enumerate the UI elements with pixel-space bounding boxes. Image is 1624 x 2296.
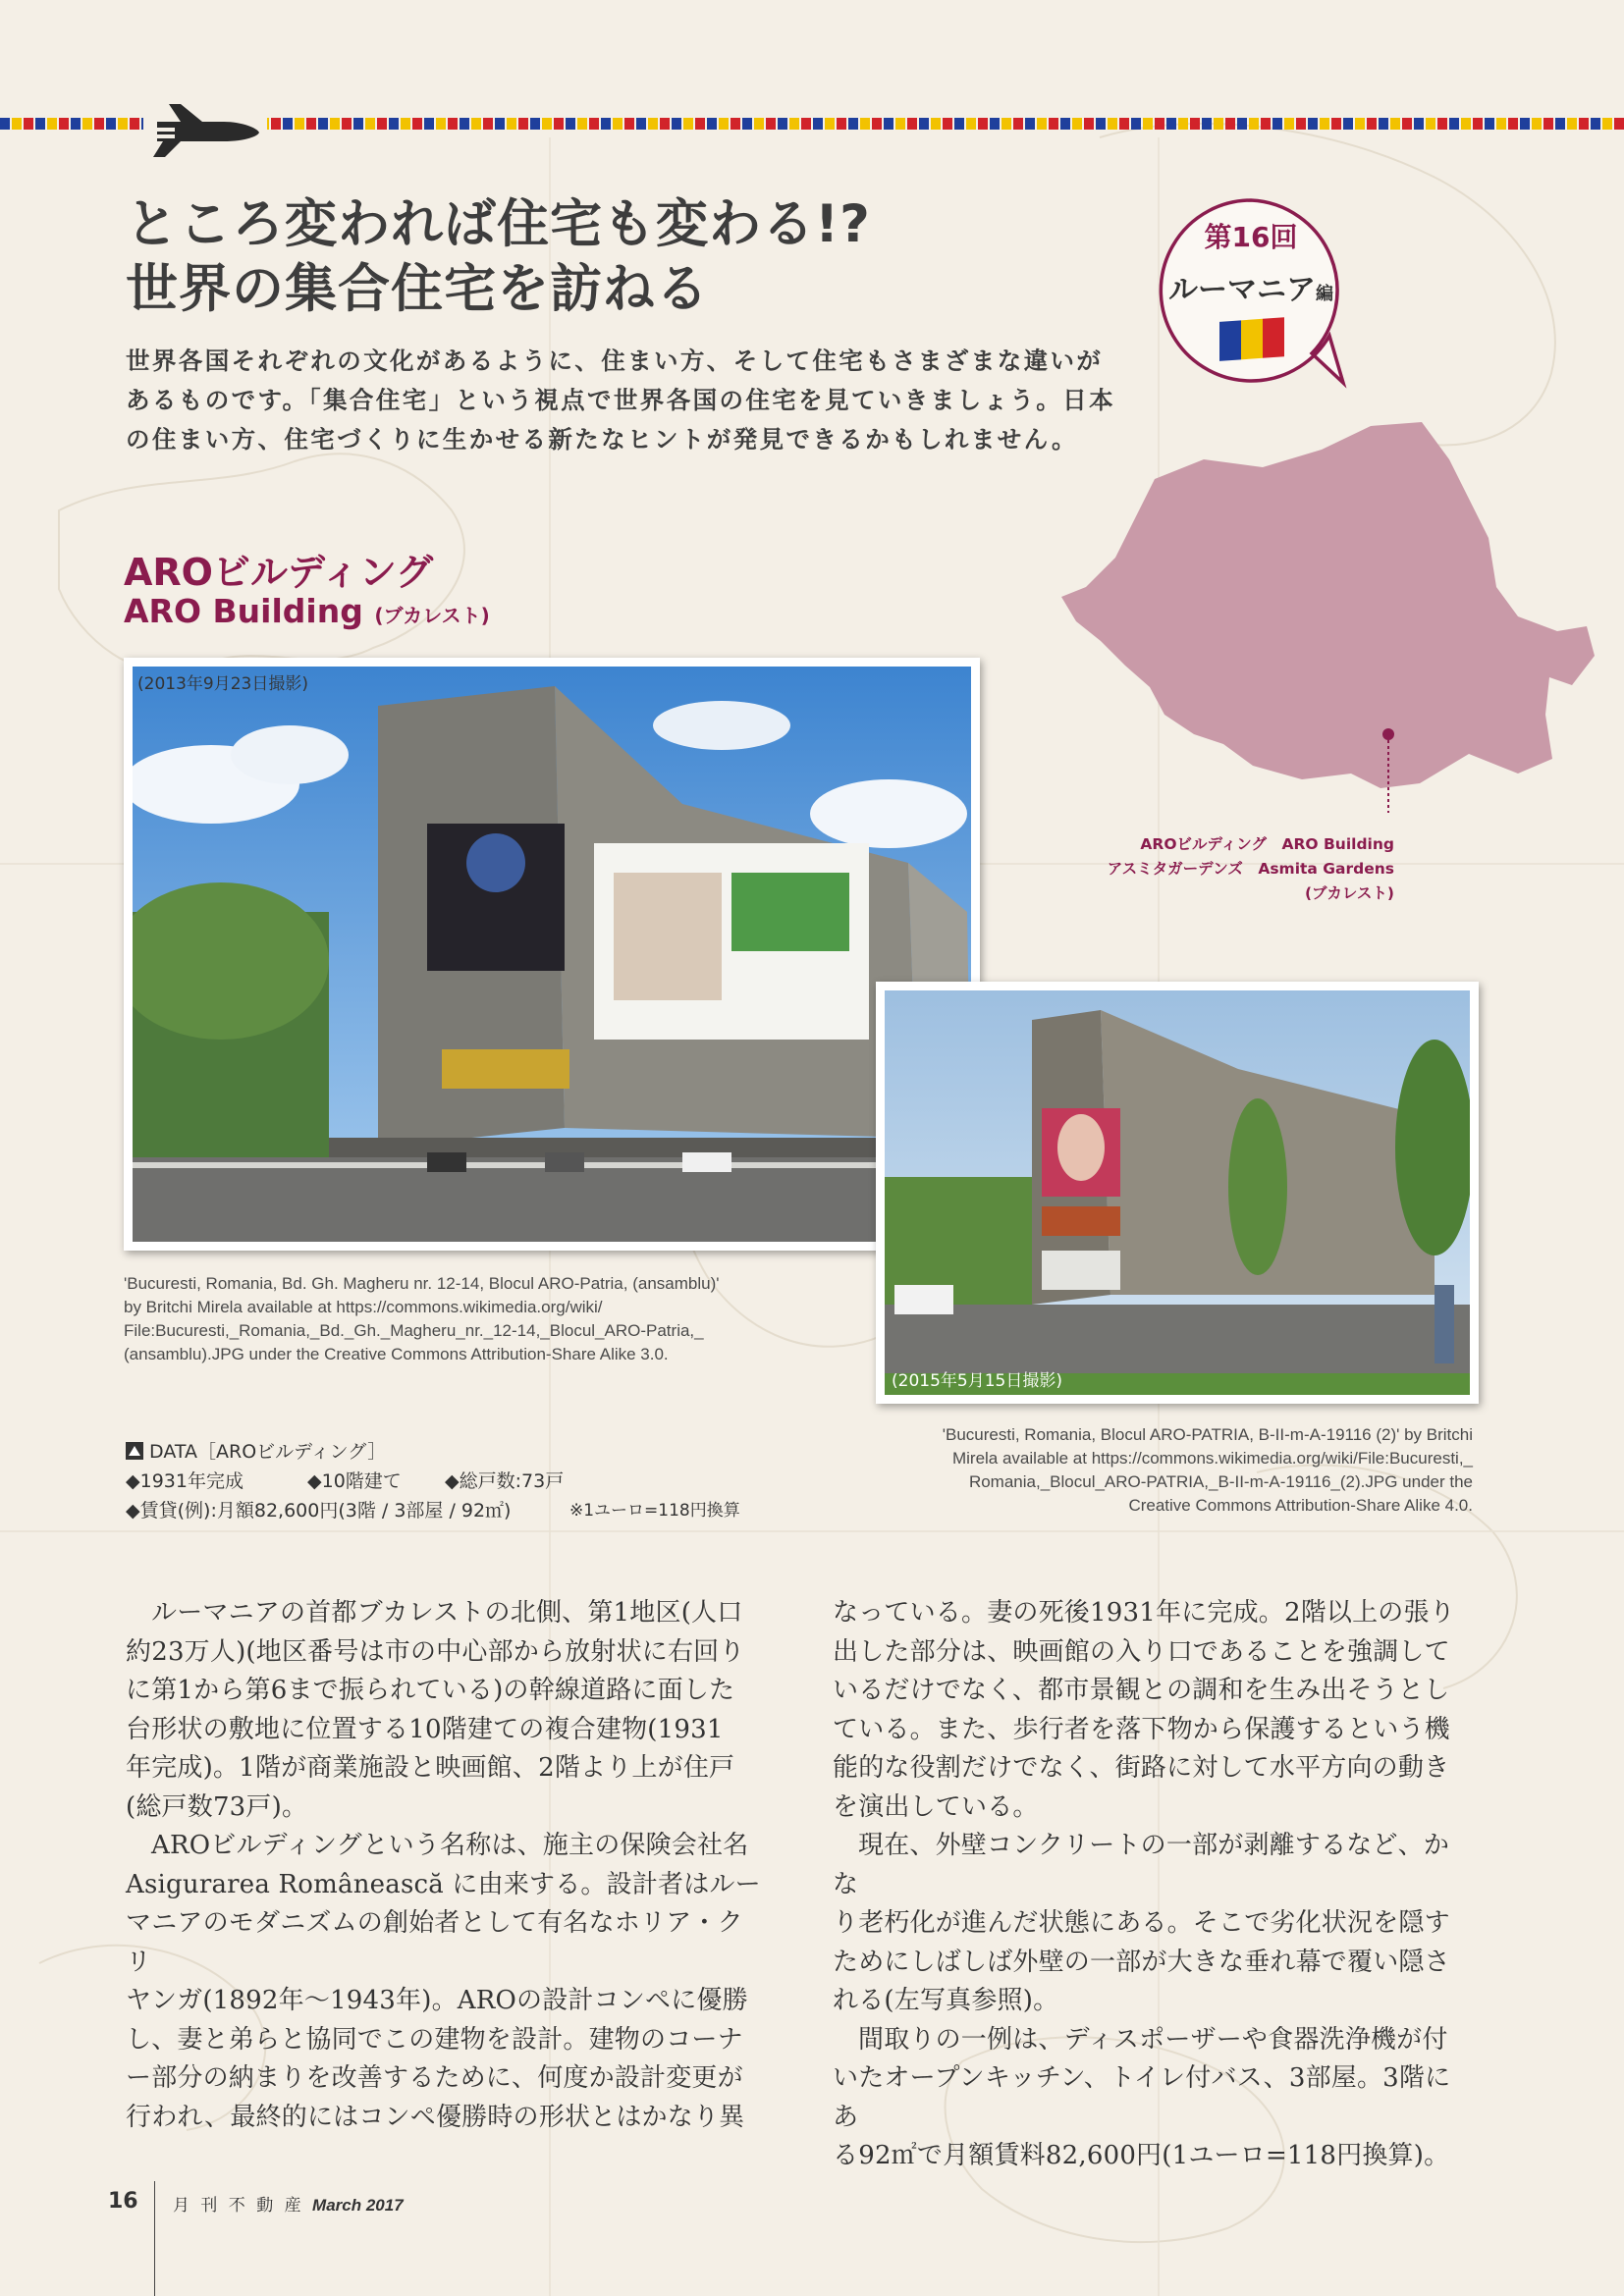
- data-heading-text: DATA［AROビルディング］: [149, 1441, 387, 1463]
- map-label-line: (ブカレスト): [1304, 884, 1394, 902]
- body-line: ルーマニアの首都ブカレストの北側、第1地区(人口: [151, 1598, 743, 1628]
- body-line: 間取りの一例は、ディスポーザーや食器洗浄機が付: [858, 2024, 1448, 2055]
- romania-flag-icon: [1218, 314, 1286, 363]
- caption-line: (ansamblu).JPG under the Creative Commons Attribution-Share Alike 3.0.: [124, 1345, 669, 1363]
- body-line: いるだけでなく、都市景観との調和を生み出そうとし: [833, 1676, 1450, 1705]
- data-item-rent-text: 賃貸(例):月額82,600円(3階 / 3部屋 / 92㎡): [139, 1500, 512, 1522]
- caption-line: 'Bucuresti, Romania, Bd. Gh. Magheru nr. 12-14, Blocul ARO-Patria, (ansamblu)': [124, 1274, 720, 1293]
- body-line: れる(左写真参照)。: [833, 1986, 1059, 2015]
- body-line: に第1から第6まで振られている)の幹線道路に面した: [126, 1676, 735, 1705]
- body-line: ている。また、歩行者を落下物から保護するという機: [833, 1714, 1450, 1744]
- data-item-rent: ◆賃貸(例):月額82,600円(3階 / 3部屋 / 92㎡): [126, 1500, 512, 1522]
- body-line: 年完成)。1階が商業施設と映画館、2階より上が住戸: [126, 1753, 735, 1783]
- data-item-completed: ◆1931年完成: [126, 1470, 244, 1492]
- page-number: 16: [108, 2189, 138, 2214]
- data-item-note: ※1ユーロ=118円換算: [569, 1501, 740, 1521]
- building-name-en: [124, 592, 490, 630]
- photo-date-label: (2015年5月15日撮影): [892, 1371, 1062, 1391]
- body-line: マニアのモダニズムの創始者として有名なホリア・クリ: [126, 1908, 743, 1977]
- body-line: AROビルディングという名称は、施主の保険会社名: [151, 1831, 749, 1860]
- caption-line: Romania,_Blocul_ARO-PATRIA,_B-II-m-A-19116_(2).JPG under the: [968, 1472, 1473, 1491]
- caption-line: Mirela available at https://commons.wikimedia.org/wiki/File:Bucuresti,_: [951, 1449, 1473, 1468]
- building-photo-2015: [876, 982, 1479, 1404]
- photo-image: [885, 990, 1470, 1395]
- photo-image: [133, 667, 971, 1242]
- data-item-completed-text: 1931年完成: [139, 1470, 244, 1492]
- title-line-1: ところ変われば住宅も変わる!?: [126, 194, 871, 254]
- romania-map: [1056, 420, 1602, 813]
- building-city: (ブカレスト): [374, 604, 490, 627]
- body-line: し、妻と弟らと協同でこの建物を設計。建物のコーナ: [126, 2024, 743, 2055]
- body-line: 能的な役割だけでなく、街路に対して水平方向の動き: [833, 1753, 1450, 1783]
- photo1-credit: [124, 1272, 811, 1366]
- body-line: を演出している。: [833, 1791, 1039, 1822]
- building-data: [126, 1437, 872, 1525]
- body-column-left: [126, 1594, 764, 2137]
- body-line: Asigurarea Românească に由来する。設計者はルー: [126, 1869, 761, 1899]
- title-line-2: 世界の集合住宅を訪ねる: [126, 259, 709, 319]
- photo2-credit: [864, 1423, 1473, 1518]
- magazine-name: [173, 2191, 404, 2216]
- map-label-line: アスミタガーデンズ Asmita Gardens: [1107, 860, 1394, 878]
- airplane-icon: [147, 100, 263, 161]
- caption-line: Creative Commons Attribution-Share Alike 4.0.: [1128, 1496, 1473, 1515]
- body-line: 約23万人)(地区番号は市の中心部から放射状に右回り: [126, 1636, 745, 1667]
- body-line: なっている。妻の死後1931年に完成。2階以上の張り: [833, 1598, 1455, 1628]
- body-line: (総戸数73戸)。: [126, 1791, 308, 1822]
- country-name: [1155, 265, 1347, 308]
- caption-line: 'Bucuresti, Romania, Blocul ARO-PATRIA, B-II-m-A-19116 (2)' by Britchi: [942, 1425, 1473, 1444]
- body-line: いたオープンキッチン、トイレ付バス、3部屋。3階にあ: [833, 2063, 1451, 2132]
- data-item-floors: ◆10階建て: [307, 1470, 402, 1492]
- lead-paragraph: [126, 342, 1127, 459]
- magazine-title: 月 刊 不 動 産: [173, 2196, 304, 2216]
- body-line: 出した部分は、映画館の入り口であることを強調して: [833, 1636, 1450, 1667]
- building-photo-2013: [124, 658, 980, 1251]
- country-label: ルーマニア: [1168, 273, 1316, 307]
- page-title: [126, 192, 871, 322]
- body-line: る92㎡で月額賃料82,600円(1ユーロ=118円換算)。: [833, 2141, 1450, 2170]
- caption-line: by Britchi Mirela available at https://commons.wikimedia.org/wiki/: [124, 1298, 603, 1316]
- issue-date: March 2017: [312, 2196, 404, 2215]
- triangle-box-icon: [126, 1442, 143, 1460]
- caption-line: File:Bucuresti,_Romania,_Bd._Gh._Magheru_nr._12-14,_Blocul_ARO-Patria,_: [124, 1321, 704, 1340]
- body-line: 行われ、最終的にはコンペ優勝時の形状とはかなり異: [126, 2102, 745, 2132]
- data-heading: [126, 1437, 386, 1467]
- photo-date-label: (2013年9月23日撮影): [137, 674, 308, 694]
- building-name-ja: AROビルディング: [124, 551, 434, 594]
- episode-number: 第16回: [1204, 221, 1298, 253]
- footer-divider: [154, 2181, 155, 2296]
- data-item-floors-text: 10階建て: [321, 1470, 402, 1492]
- building-name-en-text: ARO Building: [124, 592, 363, 630]
- data-item-units-text: 総戸数:73戸: [459, 1470, 565, 1492]
- body-line: 現在、外壁コンクリートの一部が剥離するなど、かな: [833, 1831, 1450, 1899]
- body-line: ためにしばしば外壁の一部が大きな垂れ幕で覆い隠さ: [833, 1947, 1450, 1977]
- body-line: り老朽化が進んだ状態にある。そこで劣化状況を隠す: [833, 1908, 1450, 1938]
- body-line: 台形状の敷地に位置する10階建ての複合建物(1931: [126, 1714, 724, 1744]
- lead-line: あるものです。「集合住宅」という視点で世界各国の住宅を見ていきましょう。日本: [126, 386, 1115, 414]
- country-suffix: 編: [1316, 284, 1333, 304]
- body-column-right: [833, 1594, 1471, 2176]
- map-label-line: AROビルディング ARO Building: [1140, 835, 1394, 853]
- lead-line: の住まい方、住宅づくりに生かせる新たなヒントが発見できるかもしれません。: [126, 425, 1078, 454]
- lead-line: 世界各国それぞれの文化があるように、住まい方、そして住宅もさまざまな違いが: [126, 347, 1104, 375]
- body-line: ー部分の納まりを改善するために、何度か設計変更が: [126, 2063, 743, 2093]
- data-item-units: ◆総戸数:73戸: [445, 1470, 565, 1492]
- map-location-label: [1080, 832, 1394, 906]
- body-line: ヤンガ(1892年〜1943年)。AROの設計コンペに優勝: [126, 1986, 748, 2015]
